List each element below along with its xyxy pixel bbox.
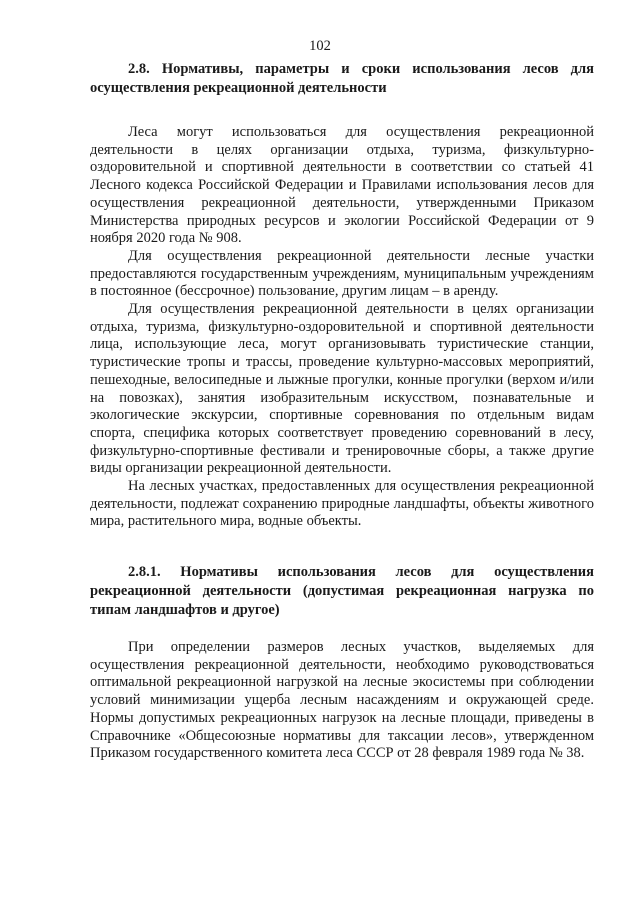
page-number: 102 xyxy=(309,38,331,54)
paragraph: Для осуществления рекреационной деятельности в целях организации отдыха, туризма, физкультурно-оздоровительной и спортивной деятельности лица, использующие леса, могут организовывать туристические станции, туристические тропы и трассы, проведение культурно-массовых мероприятий, пешеходные, велосипедные и лыжные прогулки, конные прогулки (верхом и/или на повозках), занятия изобразительным искусством, познавательные и экологические экскурсии, спортивные соревнования по отдельным видам спорта, специфика которых соответствует проведению соревнований в лесу, физкультурно-спортивные фестивали и тренировочные сборы, а также другие виды организации рекреационной деятельности. xyxy=(90,301,594,477)
paragraph: При определении размеров лесных участков, выделяемых для осуществления рекреационной деятельности, необходимо руководствоваться оптимальной рекреационной нагрузкой на лесные экосистемы при соблюдении условий минимизации ущерба лесным насаждениям и окружающей среде. Нормы допустимых рекреационных нагрузок на лесные площади, приведены в Справочнике «Общесоюзные нормативы для таксации лесов», утвержденном Приказом государственного комитета леса СССР от 28 февраля 1989 года № 38. xyxy=(90,639,594,762)
section-heading-2-8-1: 2.8.1. Нормативы использования лесов для осуществления рекреационной деятельности (допустимая рекреационная нагрузка по типам ландшафтов и другое) xyxy=(90,564,594,618)
paragraph: Леса могут использоваться для осуществления рекреационной деятельности в целях организации отдыха, туризма, физкультурно-оздоровительной и спортивной деятельности в соответствии со статьей 41 Лесного кодекса Российской Федерации и Правилами использования лесов для осуществления рекреационной деятельности, утвержденными Приказом Министерства природных ресурсов и экологии Российской Федерации от 9 ноября 2020 года № 908. xyxy=(90,124,594,247)
section-2-8-body xyxy=(90,124,594,531)
paragraph: На лесных участках, предоставленных для осуществления рекреационной деятельности, подлежат сохранению природные ландшафты, объекты животного мира, растительного мира, водные объекты. xyxy=(90,478,594,530)
paragraph: Для осуществления рекреационной деятельности лесные участки предоставляются государственным учреждениям, муниципальным учреждениям в постоянное (бессрочное) пользование, другим лицам – в аренду. xyxy=(90,247,594,300)
section-2-8-1-body xyxy=(90,639,594,763)
section-heading-2-8: 2.8. Нормативы, параметры и сроки использования лесов для осуществления рекреационной деятельности xyxy=(90,61,594,96)
